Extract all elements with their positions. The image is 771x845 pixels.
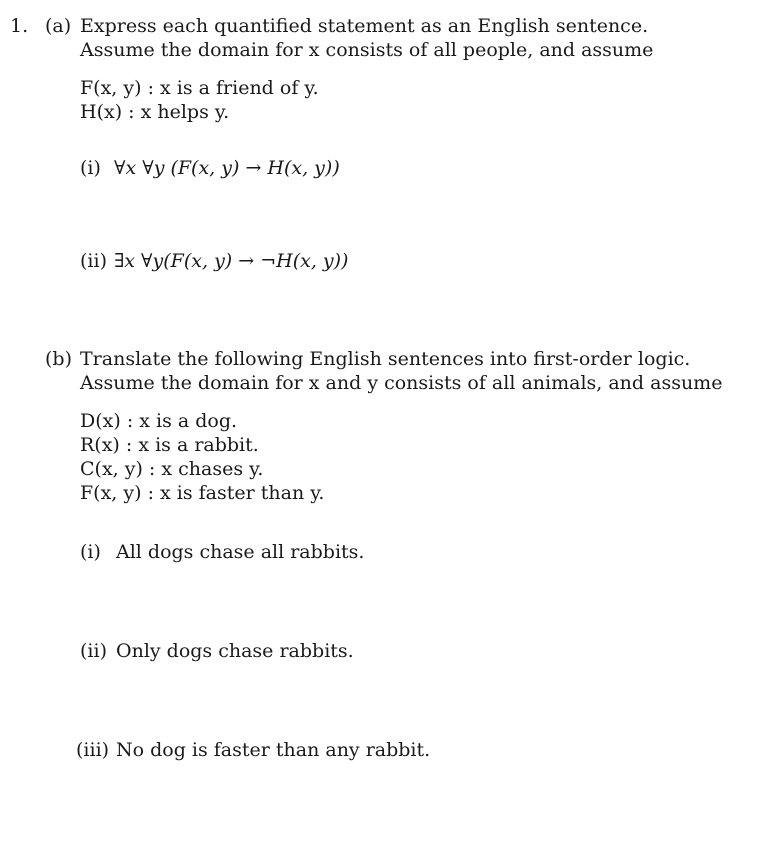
part-a-definition: H(x) : x helps y.: [80, 101, 230, 123]
part-a-label: (a): [45, 15, 72, 37]
part-b-domain-text: Assume the domain for x and y consists of all animals, and assume: [80, 372, 723, 394]
part-b-instruction: Translate the following English sentences into first-order logic.: [80, 348, 691, 370]
part-b-item-label: (i): [80, 541, 101, 563]
part-b-definition: R(x) : x is a rabbit.: [80, 434, 259, 456]
part-b-item-label: (ii): [80, 640, 107, 662]
question-number: 1.: [10, 15, 29, 37]
part-a-domain-text: Assume the domain for x consists of all people, and assume: [80, 39, 654, 61]
part-b-item-text: No dog is faster than any rabbit.: [116, 739, 431, 761]
part-a-item-formula: ∀x ∀y (F(x, y) → H(x, y)): [114, 157, 340, 179]
part-a-item-label: (ii): [80, 250, 107, 272]
part-a-instruction: Express each quantified statement as an English sentence.: [80, 15, 649, 37]
part-b-definition: C(x, y) : x chases y.: [80, 458, 264, 480]
part-b-definition: D(x) : x is a dog.: [80, 410, 238, 432]
part-a-item-formula: ∃x ∀y(F(x, y) → ¬H(x, y)): [114, 250, 349, 272]
part-b-definition: F(x, y) : x is faster than y.: [80, 482, 325, 504]
part-a-definition: F(x, y) : x is a friend of y.: [80, 77, 319, 99]
part-b-item-text: All dogs chase all rabbits.: [116, 541, 365, 563]
part-a-item-label: (i): [80, 157, 101, 179]
part-b-label: (b): [45, 348, 72, 370]
part-b-item-label: (iii): [76, 739, 110, 761]
part-b-item-text: Only dogs chase rabbits.: [116, 640, 354, 662]
